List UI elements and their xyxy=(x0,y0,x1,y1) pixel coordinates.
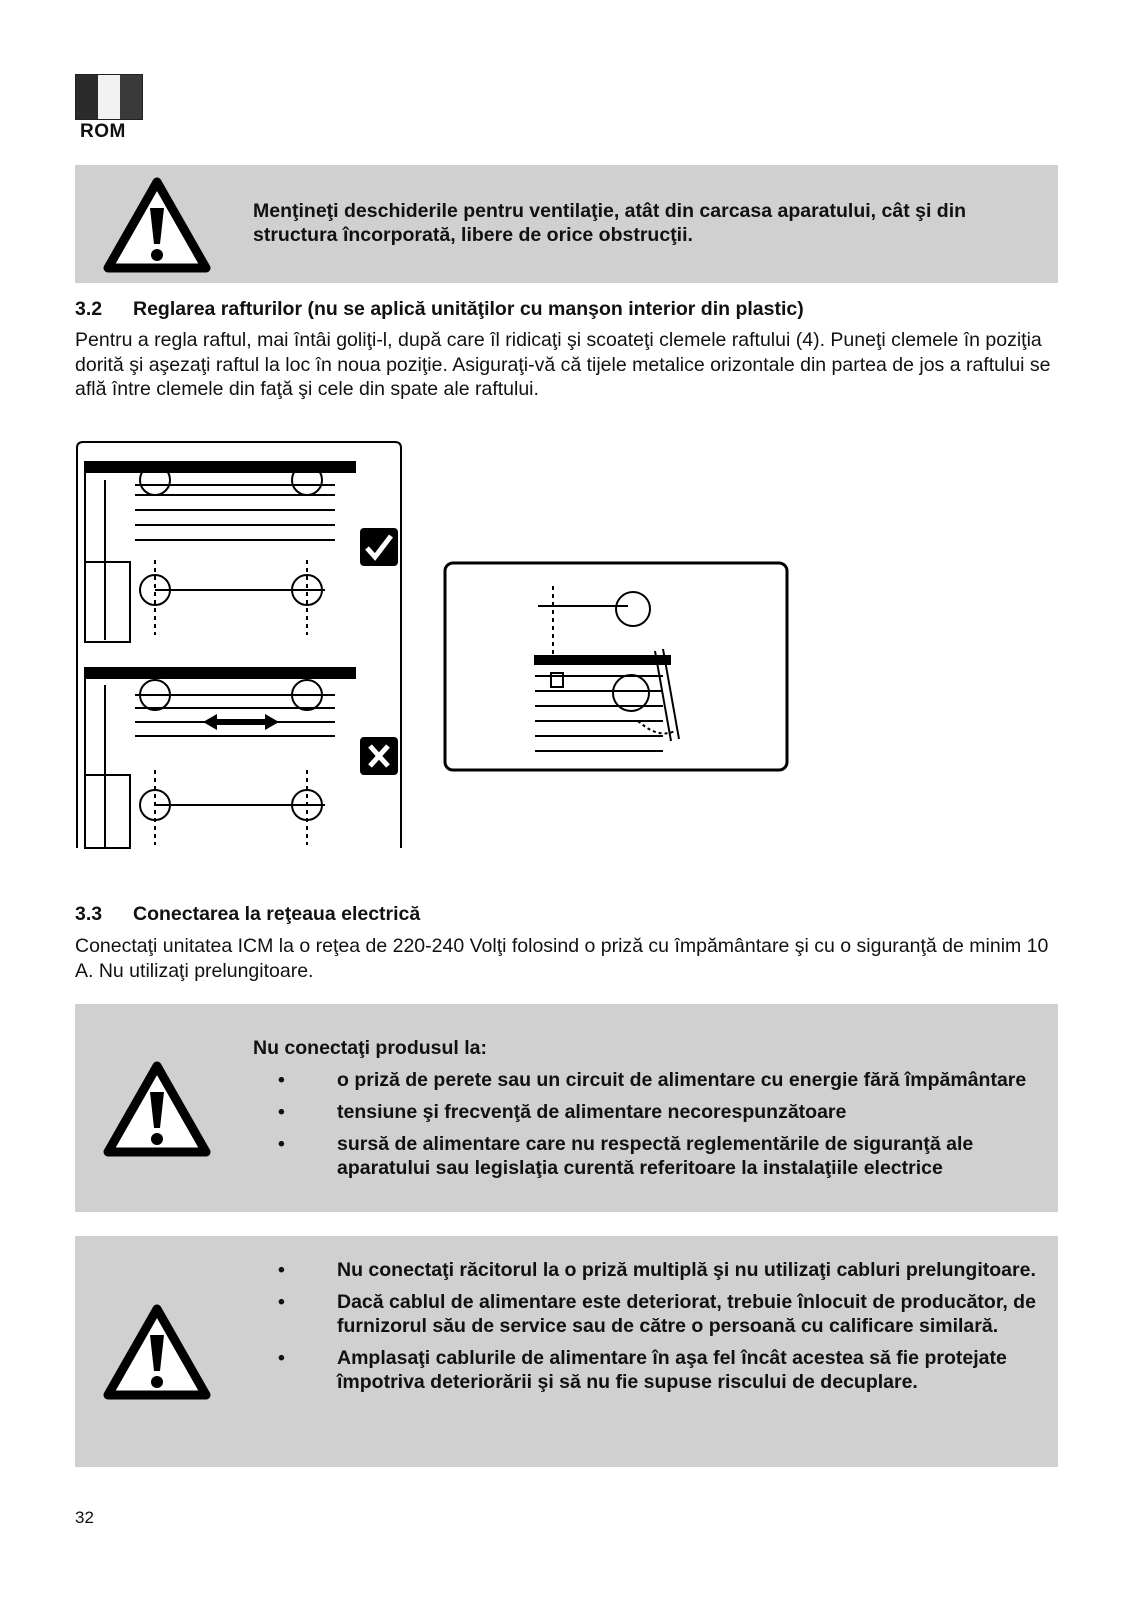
language-code: ROM xyxy=(80,121,126,142)
list-item: • Nu conectaţi răcitorul la o priză multiplă şi nu utilizaţi cabluri prelungitoare. xyxy=(253,1258,1040,1282)
list-item: • sursă de alimentare care nu respectă reglementările de siguranţă ale aparatului sau legislaţia curentă referitoare la instalaţiile electrice xyxy=(253,1132,1040,1180)
list-item: • tensiune şi frecvenţă de alimentare necorespunzătoare xyxy=(253,1100,1040,1124)
list-item: • Dacă cablul de alimentare este deteriorat, trebuie înlocuit de producător, de furnizorul său de service sau de către o persoană cu calificare similară. xyxy=(253,1290,1040,1338)
page-number: 32 xyxy=(75,1508,94,1527)
warning-list xyxy=(253,1068,1040,1180)
flag-icon xyxy=(75,74,143,120)
section-number: 3.3 xyxy=(75,903,103,925)
section-number: 3.2 xyxy=(75,298,103,320)
warning-box-cables xyxy=(75,1236,1058,1467)
shelf-clip-detail-figure xyxy=(443,561,789,772)
section-body-3-3: Conectaţi unitatea ICM la o reţea de 220-240 Volţi folosind o priză cu împământare şi cu o siguranţă de minim 10 A. Nu utilizaţi prelungitoare. xyxy=(75,935,1049,982)
warning-list xyxy=(253,1258,1040,1394)
list-item: • Amplasaţi cablurile de alimentare în aşa fel încât acestea să fie protejate împotriva deteriorării şi să nu fie supuse riscului de decuplare. xyxy=(253,1346,1040,1394)
section-title: Reglarea rafturilor (nu se aplică unităţilor cu manşon interior din plastic) xyxy=(133,298,804,320)
warning-box-connection xyxy=(75,1004,1058,1212)
warning-text: Menţineţi deschiderile pentru ventilaţie, atât din carcasa aparatului, cât şi din structura încorporată, libere de orice obstrucţii. xyxy=(253,200,967,246)
section-heading-3-2 xyxy=(75,298,804,321)
warning-triangle-icon xyxy=(102,176,212,274)
list-item: • o priză de perete sau un circuit de alimentare cu energie fără împământare xyxy=(253,1068,1040,1092)
x-mark-icon xyxy=(360,737,398,775)
section-heading-3-3 xyxy=(75,903,420,926)
warning-triangle-icon xyxy=(102,1303,212,1401)
shelf-adjustment-figure xyxy=(75,440,410,850)
warning-box-ventilation xyxy=(75,165,1058,283)
warning-triangle-icon xyxy=(102,1060,212,1158)
check-mark-icon xyxy=(360,528,398,566)
section-body-3-2: Pentru a regla raftul, mai întâi goliţi-l, după care îl ridicaţi şi scoateţi clemele raftului (4). Puneţi clemele în poziţia dorită şi aşezaţi raftul la loc în noua poziţie. Asiguraţi-vă că tijele metalice orizontale din partea de jos a raftului se află între clemele din faţă şi cele din spate ale raftului. xyxy=(75,329,1051,400)
warning-intro: Nu conectaţi produsul la: xyxy=(253,1037,488,1059)
section-title: Conectarea la reţeaua electrică xyxy=(133,903,421,925)
